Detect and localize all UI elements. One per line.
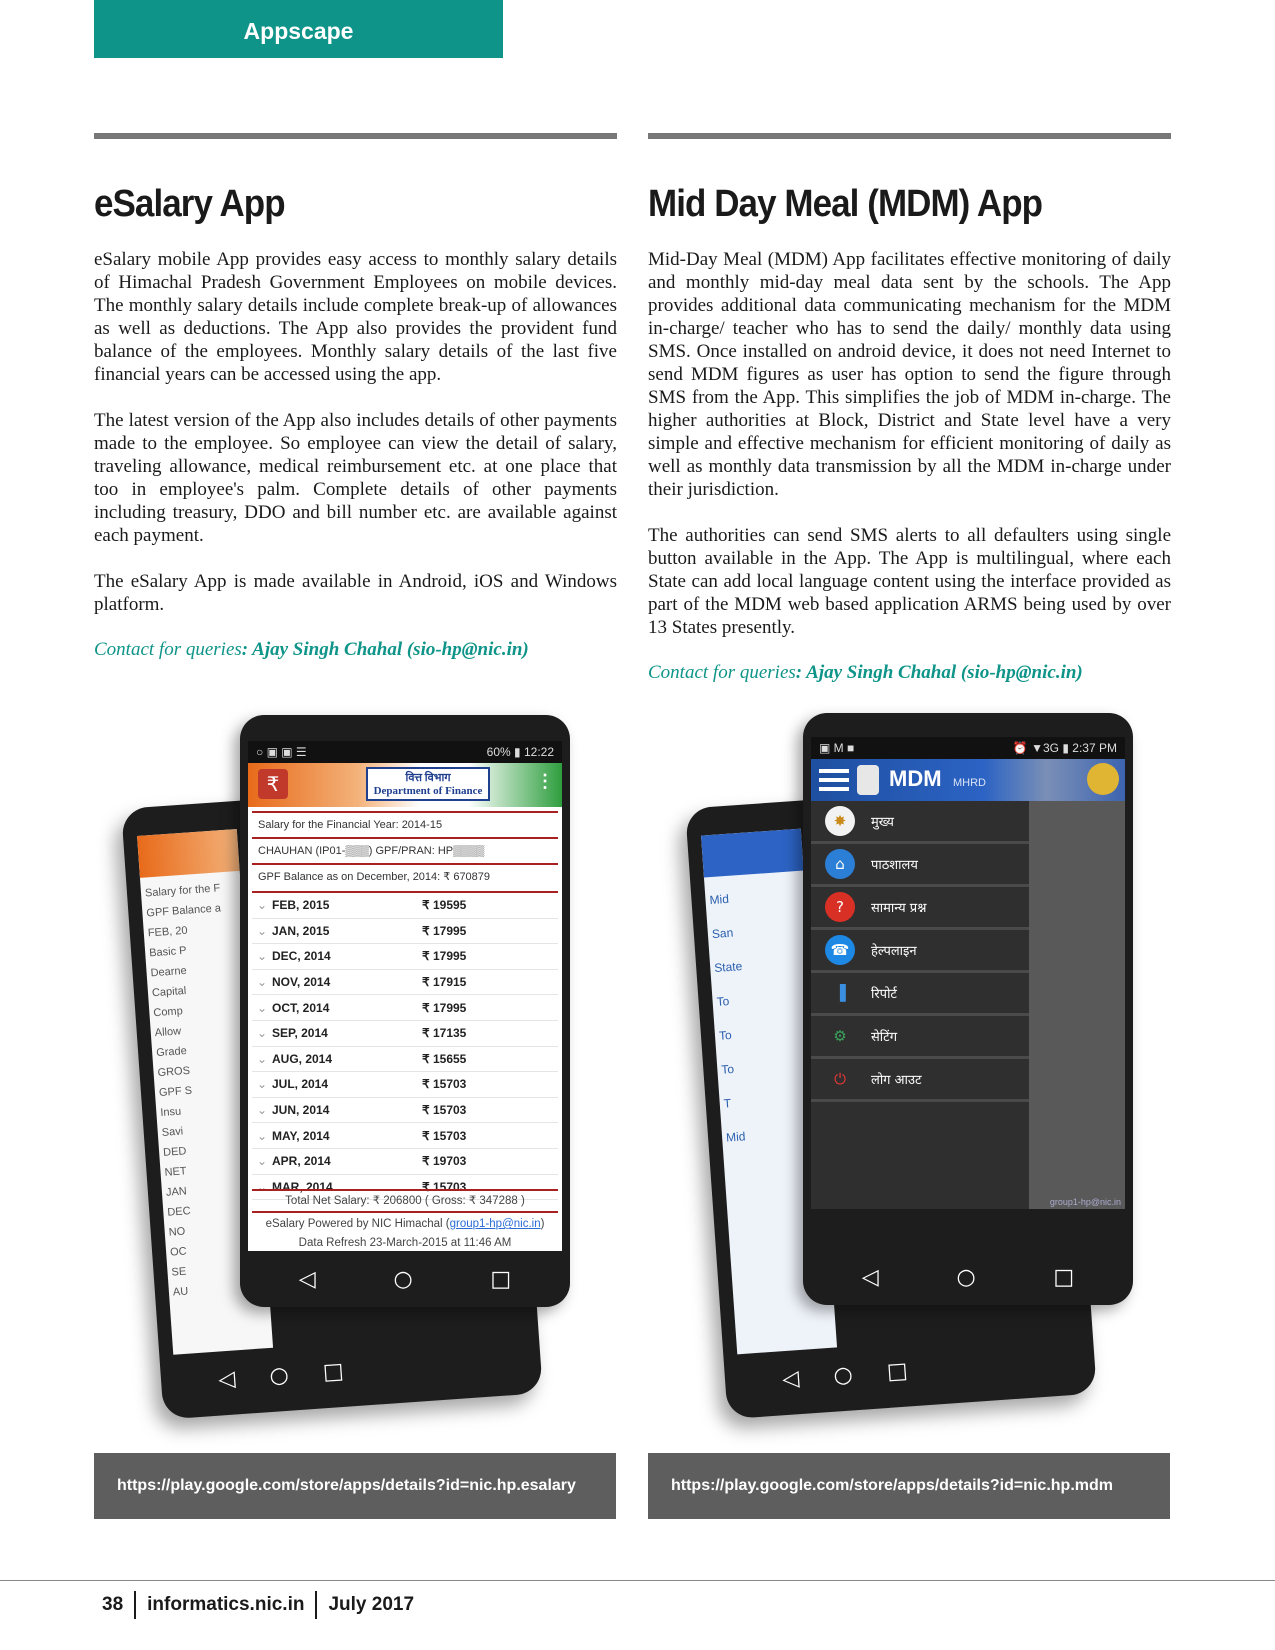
chevron-down-icon: ⌄ xyxy=(256,1051,268,1066)
nav-back-icon: ◁ xyxy=(217,1365,237,1393)
drawer-menu-item[interactable] xyxy=(811,1059,1029,1102)
back-screen-label: GPF S xyxy=(158,1084,193,1100)
nav-recent-icon[interactable]: □ xyxy=(1053,1264,1075,1290)
contact-name[interactable]: : Ajay Singh Chahal (sio-hp@nic.in) xyxy=(241,639,529,660)
nav-back-icon[interactable]: ◁ xyxy=(861,1264,879,1290)
chevron-down-icon: ⌄ xyxy=(256,923,268,938)
drawer-menu-label: रिपोर्ट xyxy=(871,987,897,1002)
salary-row[interactable] xyxy=(252,1123,558,1149)
esalary-url-bar xyxy=(94,1453,616,1519)
esalary-header xyxy=(248,763,562,807)
emblem-icon xyxy=(857,765,879,795)
back-navbar xyxy=(764,1351,926,1398)
top-rule xyxy=(648,133,1171,139)
back-screen-label: State xyxy=(713,959,743,975)
nav-recent-icon[interactable]: □ xyxy=(490,1266,512,1292)
back-navbar xyxy=(200,1352,362,1399)
salary-amount: ₹ 19595 xyxy=(422,898,467,913)
contact-name[interactable]: : Ajay Singh Chahal (sio-hp@nic.in) xyxy=(795,662,1083,683)
back-screen-label: SE xyxy=(171,1265,187,1279)
salary-row[interactable] xyxy=(252,970,558,996)
chevron-down-icon: ⌄ xyxy=(256,949,268,964)
paragraph: Mid-Day Meal (MDM) App facilitates effective monitoring of daily and monthly mid-day meal data sent by the schools. The App provides additional data communicating mechanism for the MDM in-charge/ teacher who has to send the daily/ monthly data using SMS. Once installed on android device, it does not need Internet to send MDM figures as user has option to send the figure through SMS from the App. This simplifies the job of MDM in-charge. The higher authorities at Block, District and State level have a very simple and effective mechanism for efficient monitoring of daily as well as monthly data transmission by all the MDM in-charge under their jurisdiction. xyxy=(648,249,1171,500)
nav-back-icon[interactable]: ◁ xyxy=(298,1266,316,1292)
footer-divider xyxy=(134,1591,136,1619)
back-header xyxy=(701,829,804,878)
salary-amount: ₹ 17915 xyxy=(422,975,467,990)
paragraph: The eSalary App is made available in Android, iOS and Windows platform. xyxy=(94,571,617,615)
drawer-menu-item[interactable] xyxy=(811,973,1029,1016)
logo-hindi: वित्त विभाग xyxy=(405,772,451,784)
salary-amount: ₹ 15703 xyxy=(422,1179,467,1194)
salary-amount: ₹ 17995 xyxy=(422,949,467,964)
employee-text: CHAUHAN (IP01-▒▒▒) GPF/PRAN: HP▒▒▒▒ xyxy=(258,845,485,857)
salary-month: MAR, 2014 xyxy=(272,1179,333,1194)
contact-label: Contact for queries xyxy=(94,639,242,660)
store-link[interactable]: https://play.google.com/store/apps/details?id=nic.hp.mdm xyxy=(671,1477,1113,1494)
back-screen-label: Mid xyxy=(709,891,730,908)
powered-close: ) xyxy=(540,1218,545,1230)
salary-amount: ₹ 19703 xyxy=(422,1154,467,1169)
status-right: 60% ▮ 12:22 xyxy=(486,745,554,759)
salary-row[interactable] xyxy=(252,1021,558,1047)
section-tab xyxy=(94,0,503,58)
status-icons: ▣ M ■ xyxy=(819,741,855,755)
footer-divider xyxy=(315,1591,317,1619)
back-screen-label: Salary for the F xyxy=(144,882,221,900)
top-rule xyxy=(94,133,617,139)
powered-email-link[interactable]: group1-hp@nic.in xyxy=(449,1218,541,1230)
back-screen-label: To xyxy=(718,1027,733,1043)
mdm-article xyxy=(648,133,1171,703)
headset-icon: ☎ xyxy=(825,935,855,965)
status-time: 2:37 PM xyxy=(1072,741,1117,755)
page-footer xyxy=(102,1591,414,1619)
nav-home-icon: ○ xyxy=(832,1361,854,1389)
back-screen-label: NO xyxy=(168,1225,186,1239)
nav-area xyxy=(811,1209,1125,1253)
logo-badge-icon xyxy=(1087,763,1119,795)
chevron-down-icon: ⌄ xyxy=(256,1154,268,1169)
powered-text: eSalary Powered by NIC Himachal ( xyxy=(265,1218,450,1230)
back-screen-label: San xyxy=(711,925,734,942)
battery-level: 60% xyxy=(486,745,511,759)
front-navbar xyxy=(260,1257,550,1301)
drawer-menu-label: हेल्पलाइन xyxy=(871,944,917,959)
rupee-icon: ₹ xyxy=(258,769,288,799)
power-icon: ⏻ xyxy=(825,1064,855,1094)
drawer-menu-item[interactable] xyxy=(811,1016,1029,1059)
drawer-menu-label: मुख्य xyxy=(871,815,894,830)
front-navbar xyxy=(823,1255,1113,1299)
salary-row[interactable] xyxy=(252,995,558,1021)
gpf-balance xyxy=(252,863,558,889)
salary-row[interactable] xyxy=(252,1149,558,1175)
total-text: Total Net Salary: ₹ 206800 ( Gross: ₹ 347288 ) xyxy=(285,1195,525,1207)
salary-amount: ₹ 15703 xyxy=(422,1077,467,1092)
back-screen-label: To xyxy=(720,1061,735,1077)
drawer-menu-label: सेटिंग xyxy=(871,1030,898,1045)
contact-label: Contact for queries xyxy=(648,662,796,683)
department-logo xyxy=(366,767,490,801)
back-screen-label: OC xyxy=(169,1245,188,1259)
nav-recent-icon: □ xyxy=(886,1358,909,1385)
status-time: 12:22 xyxy=(523,745,554,759)
star-emblem-icon: ✸ xyxy=(825,806,855,836)
drawer-menu-item[interactable] xyxy=(811,801,1029,844)
nav-home-icon: ○ xyxy=(268,1362,290,1389)
status-icons: ○ ▣ ▣ ☰ xyxy=(256,745,307,759)
drawer-menu-label: लोग आउट xyxy=(871,1073,922,1088)
salary-row[interactable] xyxy=(252,893,558,919)
chevron-down-icon: ⌄ xyxy=(256,1103,268,1118)
financial-year-text: Salary for the Financial Year: 2014-15 xyxy=(258,819,443,831)
back-screen-label: Mid xyxy=(725,1129,746,1145)
report-chart-icon: ▐ xyxy=(825,978,855,1008)
back-screen-label: Dearne xyxy=(150,964,188,980)
nav-back-icon: ◁ xyxy=(781,1365,801,1392)
back-header xyxy=(137,829,240,878)
salary-month: DEC, 2014 xyxy=(272,949,331,964)
chevron-down-icon: ⌄ xyxy=(256,898,268,913)
hamburger-menu-icon[interactable] xyxy=(819,769,849,791)
salary-amount: ₹ 17995 xyxy=(422,923,467,938)
salary-amount: ₹ 15655 xyxy=(422,1051,467,1066)
app-title: MDM xyxy=(889,766,942,791)
salary-row[interactable] xyxy=(252,1047,558,1073)
footer-email: group1-hp@nic.in xyxy=(1049,1197,1121,1207)
front-phone xyxy=(803,713,1133,1305)
site-name: informatics.nic.in xyxy=(147,1594,305,1615)
employee-info xyxy=(252,837,558,863)
network-type: 3G xyxy=(1043,741,1060,755)
gpf-text: GPF Balance as on December, 2014: ₹ 670879 xyxy=(258,871,491,883)
salary-amount: ₹ 15703 xyxy=(422,1103,467,1118)
salary-month: MAY, 2014 xyxy=(272,1128,330,1143)
navigation-drawer xyxy=(811,801,1029,1209)
chevron-down-icon: ⌄ xyxy=(256,1179,268,1194)
back-screen-label: T xyxy=(723,1096,732,1111)
chevron-down-icon: ⌄ xyxy=(256,1026,268,1041)
nav-recent-icon: □ xyxy=(322,1358,345,1385)
back-screen-label: Grade xyxy=(155,1045,188,1060)
back-screen-label: NET xyxy=(164,1165,187,1179)
app-subtitle: MHRD xyxy=(953,777,986,789)
financial-year xyxy=(252,811,558,837)
overflow-menu-icon[interactable]: ⋮ xyxy=(536,771,554,791)
paragraph: eSalary mobile App provides easy access to monthly salary details of Himachal Pradesh Government Employees on mobile devices. The monthly salary details include complete break-up of allowances as well as deductions. The App also provides the provident fund balance of the employees. Monthly salary details of the last five financial years can be accessed using the app. xyxy=(94,249,617,385)
salary-row[interactable] xyxy=(252,1072,558,1098)
salary-amount: ₹ 17135 xyxy=(422,1026,467,1041)
back-screen-label: Allow xyxy=(154,1025,182,1040)
drawer-menu-item[interactable] xyxy=(811,844,1029,887)
salary-amount: ₹ 17995 xyxy=(422,1000,467,1015)
chevron-down-icon: ⌄ xyxy=(256,1077,268,1092)
salary-month: OCT, 2014 xyxy=(272,1000,330,1015)
back-screen-label: GPF Balance a xyxy=(146,902,222,920)
back-screen-label: Savi xyxy=(161,1125,184,1139)
back-screen-label: Capital xyxy=(151,984,187,1000)
drawer-menu-item[interactable] xyxy=(811,887,1029,930)
logo-english: Department of Finance xyxy=(373,785,483,797)
salary-row[interactable] xyxy=(252,919,558,945)
nav-home-icon[interactable]: ○ xyxy=(956,1264,976,1290)
salary-month: SEP, 2014 xyxy=(272,1026,328,1041)
footer-rule xyxy=(0,1580,1275,1581)
mdm-url-bar xyxy=(648,1453,1170,1519)
drawer-menu-label: पाठशालय xyxy=(871,858,918,873)
paragraph: The authorities can send SMS alerts to all defaulters using single button available in the App. The App is multilingual, where each State can add local language content using the interface provided as part of the MDM web based application ARMS being used by over 13 States presently. xyxy=(648,525,1171,638)
chevron-down-icon: ⌄ xyxy=(256,1128,268,1143)
salary-month: FEB, 2015 xyxy=(272,898,330,913)
salary-month: JAN, 2015 xyxy=(272,923,330,938)
issue-date: July 2017 xyxy=(328,1594,415,1615)
back-screen-label: DEC xyxy=(166,1205,191,1219)
total-salary xyxy=(252,1189,558,1213)
esalary-phone-figure xyxy=(94,745,614,1425)
salary-list xyxy=(252,891,558,1200)
back-screen-label: DED xyxy=(162,1145,187,1159)
data-refresh xyxy=(252,1235,558,1251)
section-label: Appscape xyxy=(243,17,354,44)
back-screen-label: Basic P xyxy=(148,944,187,960)
faq-icon: ? xyxy=(825,892,855,922)
salary-month: JUL, 2014 xyxy=(272,1077,329,1092)
contact-line xyxy=(94,639,617,661)
status-bar xyxy=(248,741,562,763)
back-screen-label: GROS xyxy=(157,1064,191,1080)
back-screen-label: Comp xyxy=(153,1005,184,1020)
drawer-menu-item[interactable] xyxy=(811,930,1029,973)
salary-row[interactable] xyxy=(252,944,558,970)
esalary-article xyxy=(94,133,617,680)
salary-month: APR, 2014 xyxy=(272,1154,331,1169)
paragraph: The latest version of the App also includes details of other payments made to the employee. So employee can view the detail of salary, traveling allowance, medical reimbursement etc. at one place that too in employee's palm. Complete details of other payments including treasury, DDO and bill number etc. are available against each payment. xyxy=(94,410,617,546)
article-title: Mid Day Meal (MDM) App xyxy=(648,183,1043,225)
esalary-screen xyxy=(248,741,562,1251)
back-screen-label: JAN xyxy=(165,1185,188,1199)
back-screen-label: Insu xyxy=(160,1105,182,1119)
mdm-header xyxy=(811,759,1125,801)
mdm-phone-figure xyxy=(648,741,1168,1425)
powered-by xyxy=(252,1215,558,1233)
mdm-screen xyxy=(811,737,1125,1253)
chevron-down-icon: ⌄ xyxy=(256,1000,268,1015)
school-icon: ⌂ xyxy=(825,849,855,879)
status-right: ⏰ ▼3G ▮ 2:37 PM xyxy=(1012,741,1117,755)
back-screen-label: AU xyxy=(172,1285,189,1299)
back-screen-label: FEB, 20 xyxy=(147,924,188,940)
salary-month: AUG, 2014 xyxy=(272,1051,333,1066)
status-bar xyxy=(811,737,1125,759)
nav-home-icon[interactable]: ○ xyxy=(393,1266,413,1292)
front-phone xyxy=(240,715,570,1307)
salary-row[interactable] xyxy=(252,1098,558,1124)
salary-month: JUN, 2014 xyxy=(272,1103,330,1118)
contact-line xyxy=(648,662,1171,684)
gear-icon: ⚙ xyxy=(825,1021,855,1051)
salary-amount: ₹ 15703 xyxy=(422,1128,467,1143)
refresh-text: Data Refresh 23-March-2015 at 11:46 AM xyxy=(298,1237,512,1249)
back-screen-label: To xyxy=(716,994,730,1009)
drawer-menu-label: सामान्य प्रश्न xyxy=(871,901,927,916)
store-link[interactable]: https://play.google.com/store/apps/details?id=nic.hp.esalary xyxy=(117,1477,576,1494)
chevron-down-icon: ⌄ xyxy=(256,975,268,990)
article-title: eSalary App xyxy=(94,183,285,225)
page-number: 38 xyxy=(102,1594,124,1615)
salary-month: NOV, 2014 xyxy=(272,975,331,990)
